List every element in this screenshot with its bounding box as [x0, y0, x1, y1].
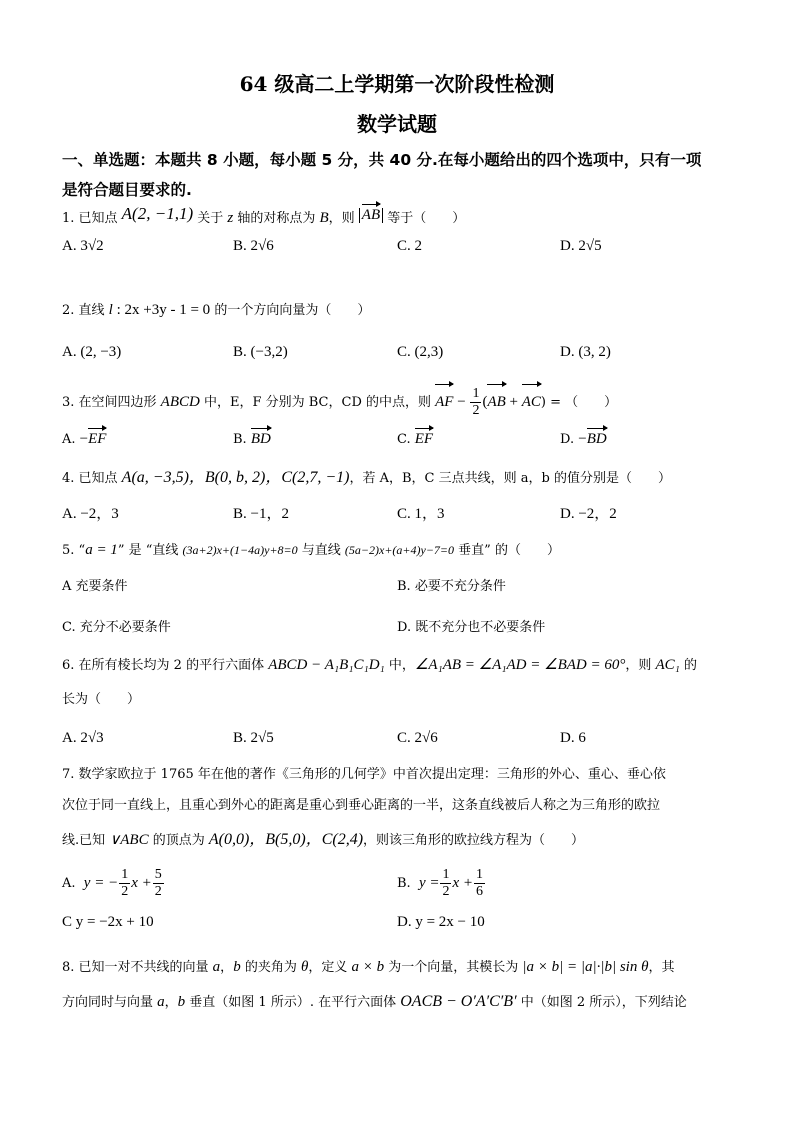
- q3-vector-af: AF: [435, 383, 453, 419]
- q7-vertices: A(0,0)，B(5,0)，C(2,4): [208, 831, 364, 848]
- frac-num: 1: [121, 867, 129, 882]
- q1-point-b: B: [319, 210, 329, 226]
- q7-option-b: [397, 866, 486, 901]
- q4-option-a: A. −2，3: [62, 506, 119, 522]
- frac-num: 1: [476, 867, 484, 882]
- frac-den: 2: [121, 884, 129, 899]
- q1-point: A(2, −1,1): [121, 204, 194, 223]
- q2-option-c: C. (2,3): [397, 344, 444, 360]
- q7-text: ，则该三角形的欧拉线方程为（ ）: [363, 833, 585, 848]
- option-expr: x +: [131, 875, 152, 891]
- q1-option-d: D. 2√5: [560, 238, 602, 254]
- q5-condition: a = 1: [85, 542, 118, 558]
- question-7-line3: [62, 830, 584, 851]
- q3-frac-num: 1: [472, 386, 480, 401]
- q6-text: 6. 在所有棱长均为 2 的平行六面体: [62, 658, 269, 673]
- q6-angles: ∠A₁AB = ∠A₁AD = ∠BAD = 60°: [414, 657, 626, 673]
- option-expr: y = −: [83, 875, 119, 891]
- q8-text: 方向同时与向量: [62, 995, 158, 1010]
- q1-vector: AB: [362, 203, 380, 225]
- q4-option-d: D. −2，2: [560, 506, 617, 522]
- q3-option-d: [560, 427, 607, 450]
- question-4: [62, 468, 671, 489]
- option-sign: −: [578, 431, 587, 447]
- q6-option-b: B. 2√5: [233, 730, 274, 746]
- q8-cross: a × b: [351, 959, 385, 975]
- q7-text: 的顶点为: [148, 833, 209, 848]
- q1-text: 关于: [193, 211, 228, 226]
- q1-text: 等于（ ）: [383, 211, 466, 226]
- option-label: A.: [62, 876, 76, 891]
- q7-text: 线.已知: [62, 833, 110, 848]
- q4-option-b: B. −1，2: [233, 506, 289, 522]
- q2-equation: : 2x +3y - 1 = 0: [112, 302, 211, 318]
- q1-text: 1. 已知点: [62, 211, 122, 226]
- q7-option-d: D. y = 2x − 10: [397, 914, 485, 930]
- question-7-line2: 次位于同一直线上，且重心到外心的距离是重心到垂心距离的一半，这条直线被后人称之为三角形的欧拉: [62, 798, 661, 813]
- question-8-line2: [62, 992, 687, 1013]
- q3-vector-ac: AC: [522, 383, 541, 419]
- q4-option-c: C. 1，3: [397, 506, 445, 522]
- q7-option-a: [62, 866, 165, 901]
- q7-option-c: C y = −2x + 10: [62, 914, 154, 930]
- option-vector: BD: [251, 427, 271, 449]
- q8-vector-a: a: [157, 994, 165, 1010]
- question-6: [62, 655, 697, 676]
- q2-option-d: D. (3, 2): [560, 344, 611, 360]
- q8-text: ，其: [648, 960, 675, 975]
- option-label: B.: [233, 432, 247, 447]
- section-heading-cont: 是符合题目要求的.: [62, 181, 192, 199]
- q8-text: 为一个向量，其模长为: [384, 960, 523, 975]
- q3-plus: +: [505, 394, 522, 410]
- q5-option-d: D. 既不充分也不必要条件: [397, 620, 546, 635]
- q8-text: ，: [220, 960, 234, 975]
- q3-option-c: [397, 427, 433, 450]
- option-label: B.: [397, 876, 411, 891]
- q8-theta: θ: [300, 959, 309, 975]
- question-1: [62, 206, 465, 229]
- q8-text: ，定义: [308, 960, 352, 975]
- question-2: [62, 300, 370, 321]
- question-8: [62, 957, 674, 978]
- q4-points: A(a, −3,5)，B(0, b, 2)，C(2,7, −1): [121, 469, 350, 486]
- option-expr: y =: [418, 875, 440, 891]
- q8-vector-b: b: [233, 959, 241, 975]
- exam-subtitle: 数学试题: [357, 112, 437, 136]
- q6-option-d: D. 6: [560, 730, 586, 746]
- q2-option-a: A. (2, −3): [62, 344, 122, 360]
- q5-option-a: A 充要条件: [62, 579, 128, 594]
- frac-den: 2: [154, 884, 162, 899]
- option-label: D.: [560, 432, 575, 447]
- frac-den: 2: [442, 884, 450, 899]
- q6-segment: AC₁: [655, 657, 680, 673]
- q3-option-a: [62, 427, 106, 450]
- option-label: C.: [397, 432, 411, 447]
- q8-text: 中（如图 2 所示），下列结论: [516, 995, 687, 1010]
- q7-triangle: ∨ABC: [109, 832, 149, 848]
- q5-line-1: (3a+2)x+(1−4a)y+8=0: [182, 543, 298, 557]
- q3-vector-ab: AB: [487, 383, 505, 419]
- frac-den: 6: [476, 884, 484, 899]
- question-5: [62, 540, 560, 561]
- q1-option-b: B. 2√6: [233, 238, 274, 254]
- q5-option-b: B. 必要不充分条件: [397, 579, 506, 594]
- q3-text: ) = （ ）: [540, 395, 618, 410]
- question-3: [62, 383, 617, 420]
- q1-option-a: A. 3√2: [62, 238, 104, 254]
- q5-text: 5. “: [62, 543, 86, 558]
- option-vector: EF: [88, 427, 106, 449]
- q1-text: 轴的对称点为: [233, 211, 320, 226]
- q5-text: ” 是 “直线: [117, 543, 183, 558]
- q3-minus: −: [453, 394, 470, 410]
- q8-vector-b: b: [177, 994, 186, 1010]
- q6-text: 中，: [384, 658, 415, 673]
- q6-text: ，则: [625, 658, 656, 673]
- option-label: A.: [62, 432, 76, 447]
- q8-text: 8. 已知一对不共线的向量: [62, 960, 213, 975]
- q2-text: 的一个方向向量为（ ）: [210, 303, 371, 318]
- q4-text: ，若 A，B，C 三点共线，则 a，b 的值分别是（ ）: [349, 471, 671, 486]
- q4-text: 4. 已知点: [62, 471, 122, 486]
- q1-axis: z: [227, 210, 234, 226]
- q8-text: ，: [164, 995, 178, 1010]
- frac-num: 5: [154, 867, 162, 882]
- q3-quad: ABCD: [160, 394, 200, 410]
- q3-option-b: [233, 427, 271, 450]
- option-vector: EF: [415, 427, 433, 449]
- q8-vector-a: a: [212, 959, 221, 975]
- option-vector: BD: [587, 427, 607, 449]
- q6-option-a: A. 2√3: [62, 730, 104, 746]
- q2-text: 2. 直线: [62, 303, 109, 318]
- section-heading: 一、单选题：本题共 8 小题，每小题 5 分，共 40 分.在每小题给出的四个选项中，只有一项: [62, 151, 702, 169]
- q8-magnitude: |a × b| = |a|·|b| sin θ: [522, 959, 649, 975]
- q1-option-c: C. 2: [397, 238, 423, 254]
- question-7: 7. 数学家欧拉于 1765 年在他的著作《三角形的几何学》中首次提出定理：三角形的外心、重心、垂心依: [62, 767, 666, 782]
- frac-num: 1: [442, 867, 450, 882]
- q3-text: 中，E，F 分别为 BC，CD 的中点，则: [199, 395, 436, 410]
- q5-line-2: (5a−2)x+(a+4)y−7=0: [344, 543, 455, 557]
- q5-option-c: C. 充分不必要条件: [62, 620, 171, 635]
- q3-paren: (: [482, 394, 488, 410]
- q3-frac-den: 2: [472, 403, 480, 418]
- q6-solid: ABCD − A₁B₁C₁D₁: [268, 657, 385, 673]
- q2-option-b: B. (−3,2): [233, 344, 288, 360]
- q8-text: 的夹角为: [240, 960, 301, 975]
- exam-title: 64 级高二上学期第一次阶段性检测: [239, 72, 555, 96]
- q6-text: 的: [679, 658, 698, 673]
- q3-text: 3. 在空间四边形: [62, 395, 161, 410]
- q5-text: 与直线: [297, 543, 345, 558]
- q5-text: 垂直” 的（ ）: [454, 543, 560, 558]
- q6-option-c: C. 2√6: [397, 730, 438, 746]
- q8-text: 垂直（如图 1 所示）. 在平行六面体: [185, 995, 401, 1010]
- q8-solid: OACB − O′A′C′B′: [400, 993, 517, 1010]
- option-expr: x +: [452, 875, 474, 891]
- q2-line: l: [108, 302, 113, 318]
- option-sign: −: [79, 431, 89, 447]
- question-6-cont: 长为（ ）: [62, 692, 141, 707]
- q1-text: ，则: [328, 211, 359, 226]
